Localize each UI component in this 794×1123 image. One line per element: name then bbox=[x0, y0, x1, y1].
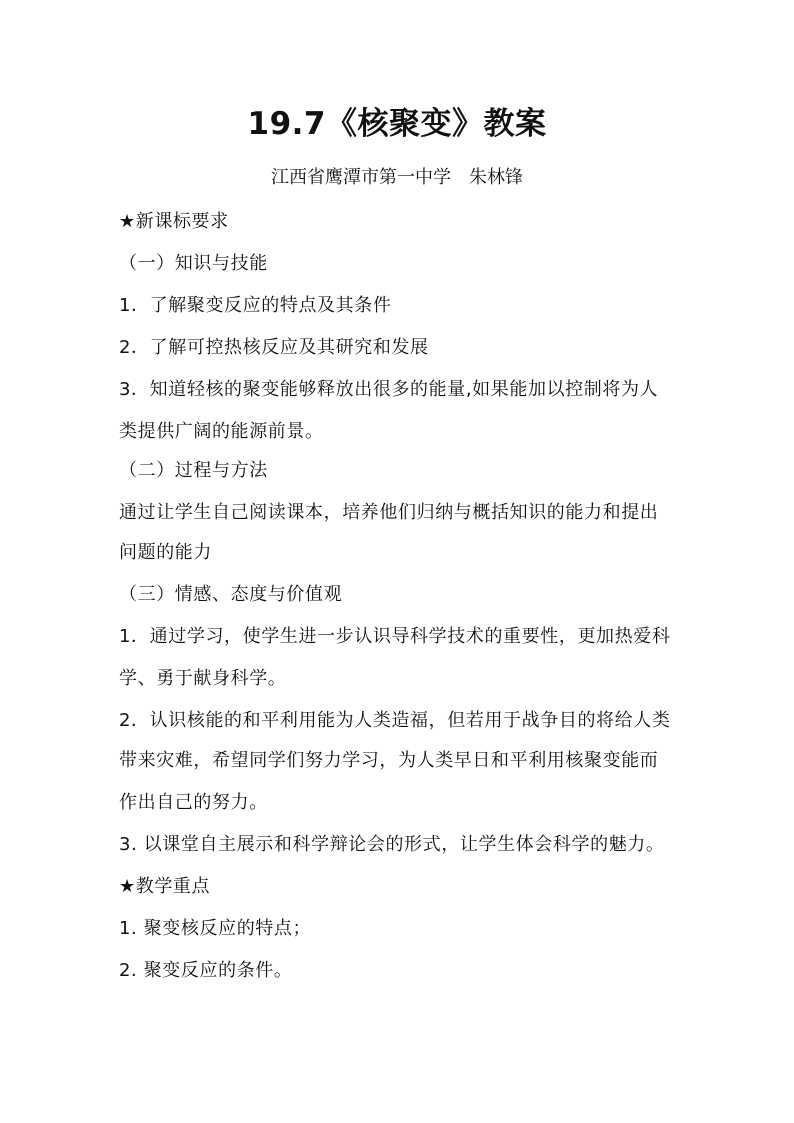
section-heading: ★教学重点 bbox=[119, 876, 211, 897]
subsection-heading: （一）知识与技能 bbox=[119, 253, 268, 274]
paragraph-line: 2．了解可控热核反应及其研究和发展 bbox=[119, 337, 429, 358]
paragraph-line: 问题的能力 bbox=[119, 542, 212, 563]
paragraph-line: 学、勇于献身科学。 bbox=[119, 668, 287, 689]
paragraph-line: 带来灾难，希望同学们努力学习，为人类早日和平利用核聚变能而 bbox=[119, 750, 659, 771]
author-line: 江西省鹰潭市第一中学 朱林锋 bbox=[271, 167, 523, 188]
paragraph-line: 2．认识核能的和平利用能为人类造福，但若用于战争目的将给人类 bbox=[119, 710, 671, 731]
paragraph-line: 1．了解聚变反应的特点及其条件 bbox=[119, 295, 392, 316]
paragraph-line: 1．通过学习，使学生进一步认识导科学技术的重要性，更加热爱科 bbox=[119, 626, 671, 647]
document-title: 19.7《核聚变》教案 bbox=[247, 106, 547, 142]
paragraph-line: 3. 以课堂自主展示和科学辩论会的形式，让学生体会科学的魅力。 bbox=[119, 834, 665, 855]
paragraph-line: 类提供广阔的能源前景。 bbox=[119, 421, 324, 442]
paragraph-line: 3．知道轻核的聚变能够释放出很多的能量,如果能加以控制将为人 bbox=[119, 379, 659, 400]
paragraph-line: 通过让学生自己阅读课本，培养他们归纳与概括知识的能力和提出 bbox=[119, 502, 659, 523]
subsection-heading: （三）情感、态度与价值观 bbox=[119, 584, 343, 605]
section-heading: ★新课标要求 bbox=[119, 211, 229, 232]
paragraph-line: 2. 聚变反应的条件。 bbox=[119, 960, 293, 981]
paragraph-line: 作出自己的努力。 bbox=[119, 792, 268, 813]
subsection-heading: （二）过程与方法 bbox=[119, 460, 268, 481]
paragraph-line: 1. 聚变核反应的特点； bbox=[119, 918, 312, 939]
